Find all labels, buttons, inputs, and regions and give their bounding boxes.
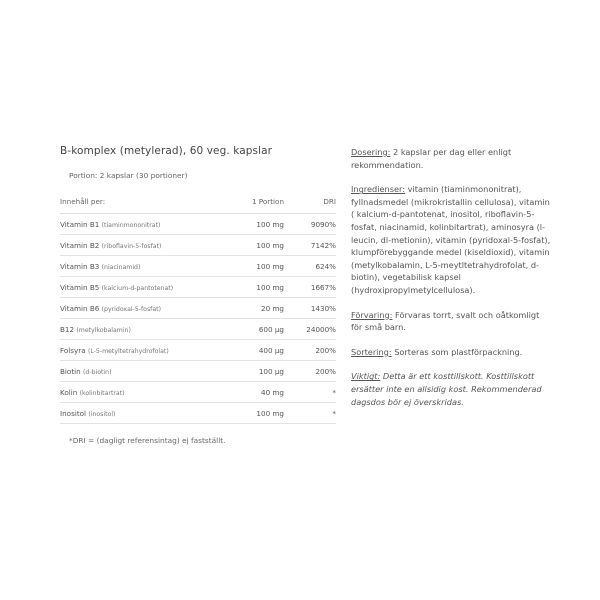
- nutrient-amount: 100 mg: [232, 403, 284, 424]
- header-content: Innehåll per:: [60, 194, 232, 214]
- table-row: [60, 382, 336, 403]
- product-info: [351, 146, 551, 420]
- nutrient-form: (pyridoxal-5-fosfat): [101, 305, 161, 313]
- table-row: [60, 256, 336, 277]
- sortering-section: [351, 346, 551, 359]
- nutrient-form: (inositol): [88, 410, 116, 418]
- nutrient-name: Kolin: [60, 387, 78, 397]
- table-row: [60, 340, 336, 361]
- ingredienser-label: Ingredienser:: [351, 184, 406, 195]
- nutrient-form: (d-biotin): [83, 368, 112, 376]
- table-row: [60, 235, 336, 256]
- nutrient-name: Vitamin B6: [60, 303, 100, 313]
- nutrient-name: B12: [60, 324, 75, 334]
- nutrient-name: Inositol: [60, 408, 87, 418]
- table-row: [60, 319, 336, 340]
- viktigt-section: [351, 370, 551, 408]
- nutrient-name: Vitamin B1: [60, 219, 100, 229]
- nutrient-dri: 200%: [284, 361, 336, 382]
- nutrient-amount: 600 µg: [232, 319, 284, 340]
- nutrient-form: (tiaminmononitrat): [101, 221, 161, 229]
- nutrient-form: (kalcium-d-pantotenat): [101, 284, 174, 292]
- nutrient-dri: 7142%: [284, 235, 336, 256]
- viktigt-text: Detta är ett kosttillskott. Kosttillskott ersätter inte en allsidig kost. Rekommenderad dagsdos bör ej överskridas.: [351, 371, 542, 407]
- nutrient-amount: 100 µg: [232, 361, 284, 382]
- nutrient-dri: 9090%: [284, 214, 336, 235]
- nutrient-form: (L-5-metyltetrahydrofolat): [87, 347, 169, 355]
- table-header-row: [60, 194, 336, 214]
- dosering-label: Dosering:: [351, 147, 391, 157]
- table-row: [60, 361, 336, 382]
- nutrient-amount: 100 mg: [232, 277, 284, 298]
- dri-footnote: *DRI = (dagligt referensintag) ej fastställt.: [69, 436, 226, 445]
- forvaring-text: Förvaras torrt, svalt och oåtkomligt för små barn.: [351, 309, 540, 333]
- nutrient-name: Biotin: [60, 366, 81, 376]
- header-dri: DRI: [284, 194, 336, 214]
- header-portion: 1 Portion: [232, 194, 284, 214]
- nutrient-amount: 20 mg: [232, 298, 284, 319]
- nutrition-table: [60, 194, 336, 424]
- nutrient-dri: 624%: [284, 256, 336, 277]
- nutrient-dri: 200%: [284, 340, 336, 361]
- nutrient-form: (metylkobalamin): [76, 326, 131, 334]
- viktigt-label: Viktigt:: [351, 371, 381, 382]
- table-row: [60, 277, 336, 298]
- table-row: [60, 403, 336, 424]
- nutrient-dri: *: [284, 382, 336, 403]
- nutrient-name: Folsyra: [60, 345, 86, 355]
- table-row: [60, 214, 336, 235]
- nutrient-form: (kolinbitartrat): [79, 389, 125, 397]
- nutrient-amount: 100 mg: [232, 235, 284, 256]
- nutrient-dri: 1430%: [284, 298, 336, 319]
- ingredienser-section: [351, 183, 551, 296]
- nutrition-panel: [60, 145, 336, 445]
- nutrient-amount: 100 mg: [232, 256, 284, 277]
- forvaring-label: Förvaring:: [351, 309, 393, 320]
- dosering-text: 2 kapslar per dag eller enligt rekommendation.: [351, 147, 512, 170]
- forvaring-section: [351, 309, 551, 334]
- nutrient-form: (niacinamid): [101, 263, 141, 271]
- nutrient-dri: 24000%: [284, 319, 336, 340]
- nutrient-dri: 1667%: [284, 277, 336, 298]
- nutrient-amount: 100 mg: [232, 214, 284, 235]
- nutrient-name: Vitamin B5: [60, 282, 100, 292]
- nutrient-dri: *: [284, 403, 336, 424]
- nutrient-form: (riboflavin-5-fosfat): [101, 242, 162, 250]
- dosering-section: [351, 146, 551, 171]
- portion-info: Portion: 2 kapslar (30 portioner): [69, 171, 188, 180]
- sortering-label: Sortering:: [351, 346, 392, 357]
- nutrient-amount: 400 µg: [232, 340, 284, 361]
- nutrient-amount: 40 mg: [232, 382, 284, 403]
- ingredienser-text: vitamin (tiaminmononitrat), fyllnadsmedel (mikrokristallin cellulosa), vitamin ( kalcium-d-pantotenat, inositol, riboflavin-5-fosfat, niacinamid, kolinbitartrat), aminosyra (l-leucin, dl-metionin), vitamin (pyridoxal-5-fosfat), klumpförebyggande medel (kiseldioxid), vitamin (metylkobalamin, L-5-meytltetrahydrofolat, d-biotin), vegetabilisk kapsel (hydroxipropylmetylcellulosa).: [351, 184, 551, 295]
- nutrient-name: Vitamin B3: [60, 261, 100, 271]
- table-row: [60, 298, 336, 319]
- sortering-text: Sorteras som plastförpackning.: [391, 346, 523, 357]
- product-title: B-komplex (metylerad), 60 veg. kapslar: [60, 145, 273, 157]
- nutrient-name: Vitamin B2: [60, 240, 100, 250]
